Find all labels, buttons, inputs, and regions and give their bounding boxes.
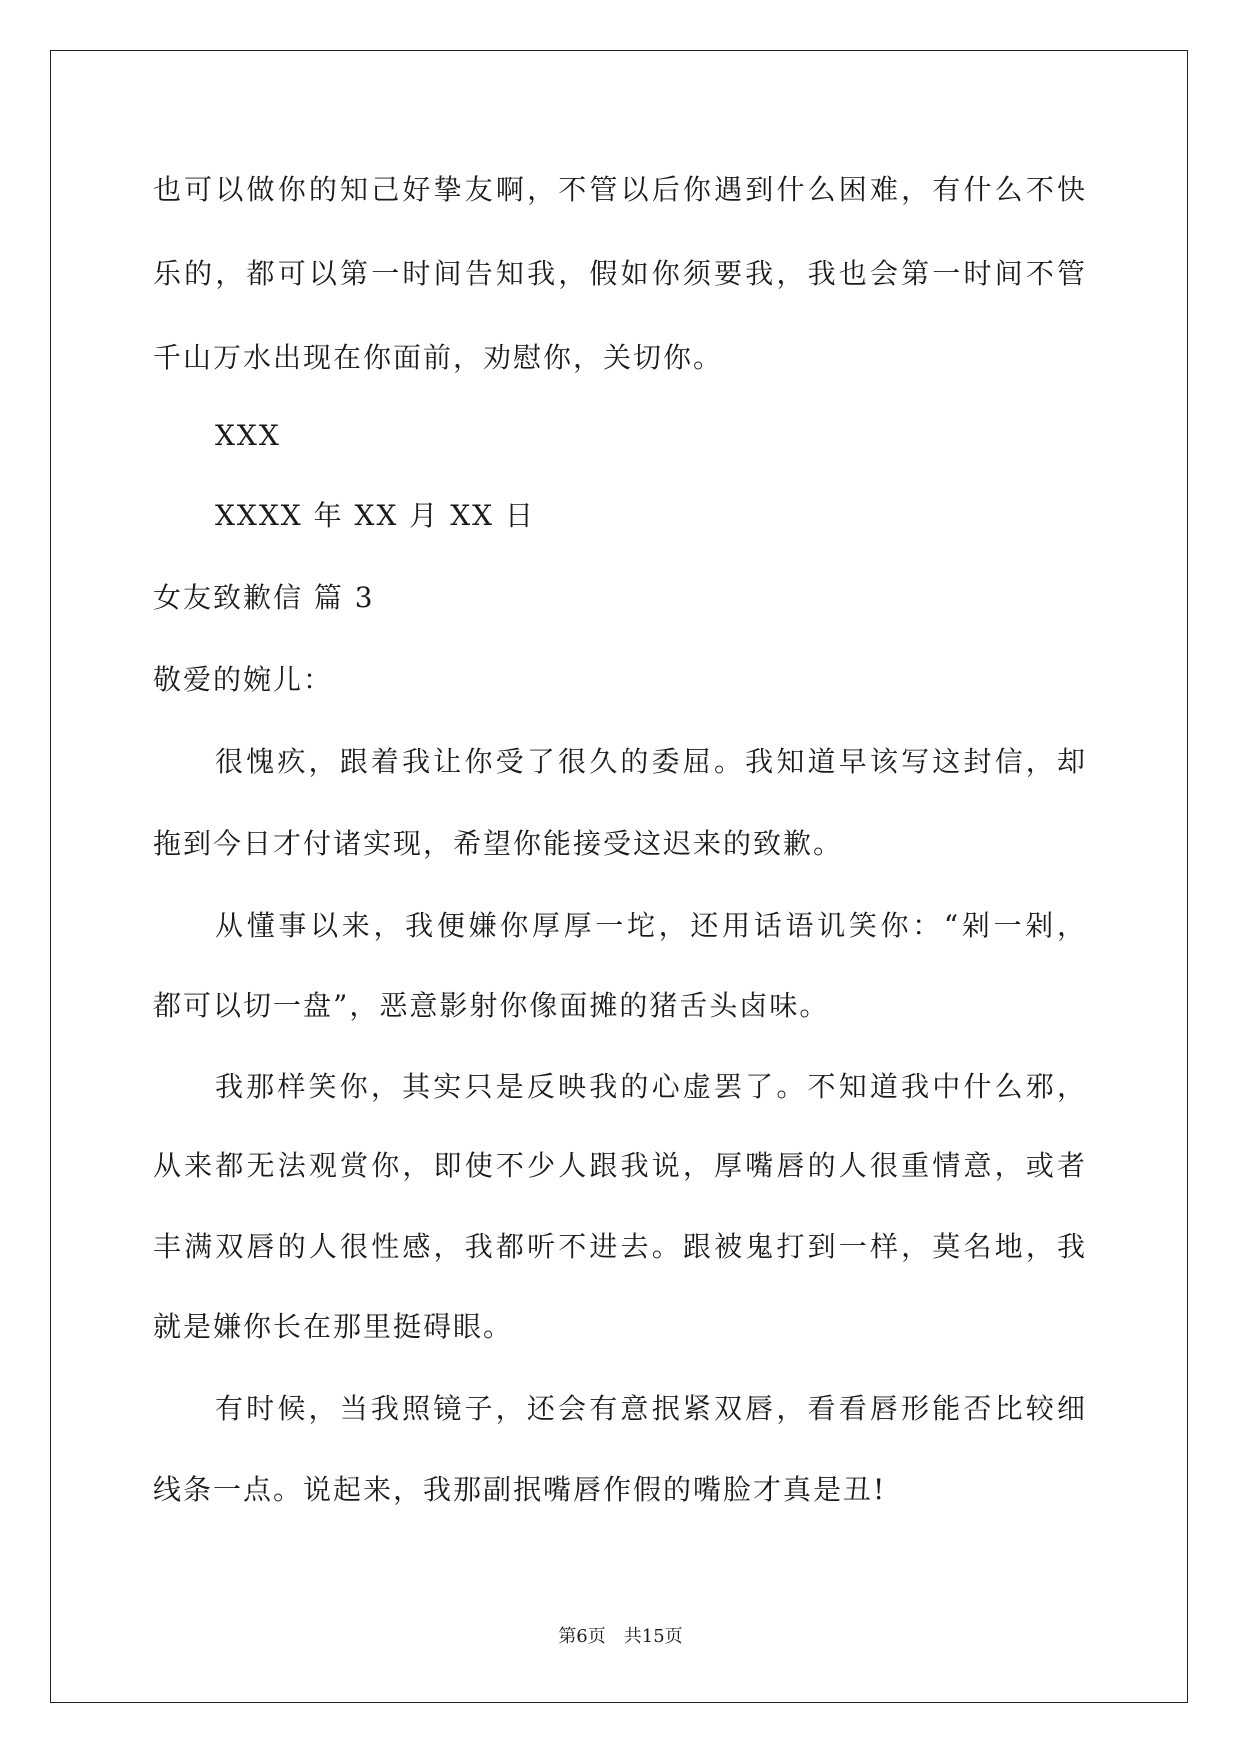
text-line: 也可以做你的知己好挚友啊，不管以后你遇到什么困难，有什么不快: [153, 173, 1087, 206]
salutation: 敬爱的婉儿：: [153, 663, 334, 696]
page-border: [50, 50, 1188, 1703]
text-line: 千山万水出现在你面前，劝慰你，关切你。: [153, 341, 724, 374]
text-line: 从懂事以来，我便嫌你厚厚一坨，还用话语讥笑你：“剁一剁，: [215, 909, 1087, 942]
text-line: 丰满双唇的人很性感，我都听不进去。跟被鬼打到一样，莫名地，我: [153, 1230, 1087, 1263]
page-footer: 第6页 共15页: [558, 1626, 683, 1647]
signature: XXX: [215, 419, 281, 452]
text-line: 线条一点。说起来，我那副抿嘴唇作假的嘴脸才真是丑!: [153, 1473, 887, 1506]
text-line: 就是嫌你长在那里挺碍眼。: [153, 1310, 514, 1343]
text-line: 我那样笑你，其实只是反映我的心虚罢了。不知道我中什么邪，: [215, 1070, 1087, 1103]
section-title: 女友致歉信 篇 3: [153, 581, 375, 614]
text-line: 很愧疚，跟着我让你受了很久的委屈。我知道早该写这封信，却: [215, 745, 1087, 778]
text-line: 有时候，当我照镜子，还会有意抿紧双唇，看看唇形能否比较细: [215, 1392, 1087, 1425]
date: XXXX 年 XX 月 XX 日: [215, 499, 535, 532]
text-line: 都可以切一盘”，恶意影射你像面摊的猪舌头卤味。: [153, 989, 830, 1022]
text-line: 从来都无法观赏你，即使不少人跟我说，厚嘴唇的人很重情意，或者: [153, 1149, 1087, 1182]
text-line: 乐的，都可以第一时间告知我，假如你须要我，我也会第一时间不管: [153, 257, 1087, 290]
text-line: 拖到今日才付诸实现，希望你能接受这迟来的致歉。: [153, 827, 844, 860]
